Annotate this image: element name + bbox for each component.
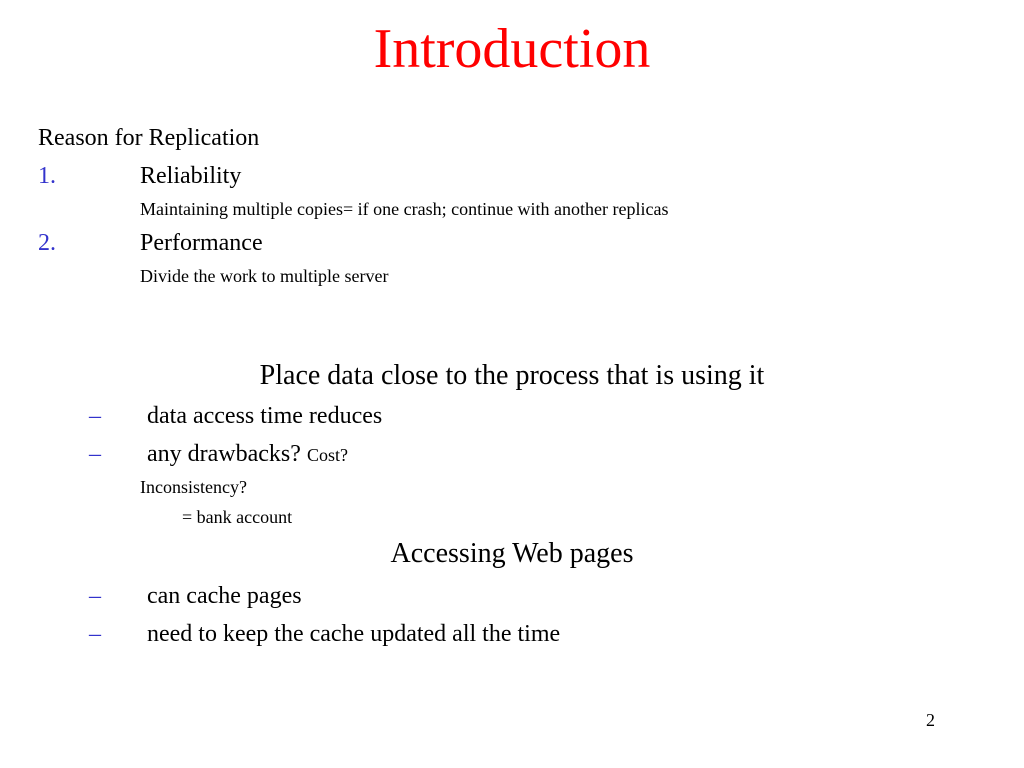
bullet-2 bbox=[147, 440, 348, 468]
section-2-heading bbox=[0, 538, 1024, 570]
sub-item-bank-account: = bank account bbox=[182, 507, 293, 527]
section-1-heading-text: Place data close to the process that is using it bbox=[259, 360, 765, 391]
bullet-1-dash: – bbox=[89, 403, 101, 429]
section-1-heading bbox=[0, 360, 1024, 392]
bullet-4-dash: – bbox=[89, 621, 101, 647]
bullet-1-text: data access time reduces bbox=[147, 403, 383, 429]
reason-heading: Reason for Replication bbox=[38, 125, 260, 151]
sub-item-inconsistency: Inconsistency? bbox=[140, 477, 247, 497]
page-number: 2 bbox=[926, 710, 935, 730]
reason-1-label: Reliability bbox=[140, 163, 242, 189]
reason-1-number: 1. bbox=[38, 163, 56, 189]
bullet-3-dash: – bbox=[89, 583, 101, 609]
reason-2-label: Performance bbox=[140, 230, 263, 256]
section-2-heading-text: Accessing Web pages bbox=[390, 538, 634, 569]
bullet-3-text: can cache pages bbox=[147, 583, 302, 609]
bullet-2-text: any drawbacks? bbox=[147, 441, 301, 467]
reason-2-detail: Divide the work to multiple server bbox=[140, 266, 389, 286]
bullet-2-extra: Cost? bbox=[306, 445, 348, 465]
bullet-4-text: need to keep the cache updated all the time bbox=[147, 621, 561, 647]
bullet-2-dash: – bbox=[89, 441, 101, 467]
reason-2-number: 2. bbox=[38, 230, 56, 256]
slide-title: Introduction bbox=[373, 18, 651, 80]
reason-1-detail: Maintaining multiple copies= if one crash; continue with another replicas bbox=[140, 199, 669, 219]
